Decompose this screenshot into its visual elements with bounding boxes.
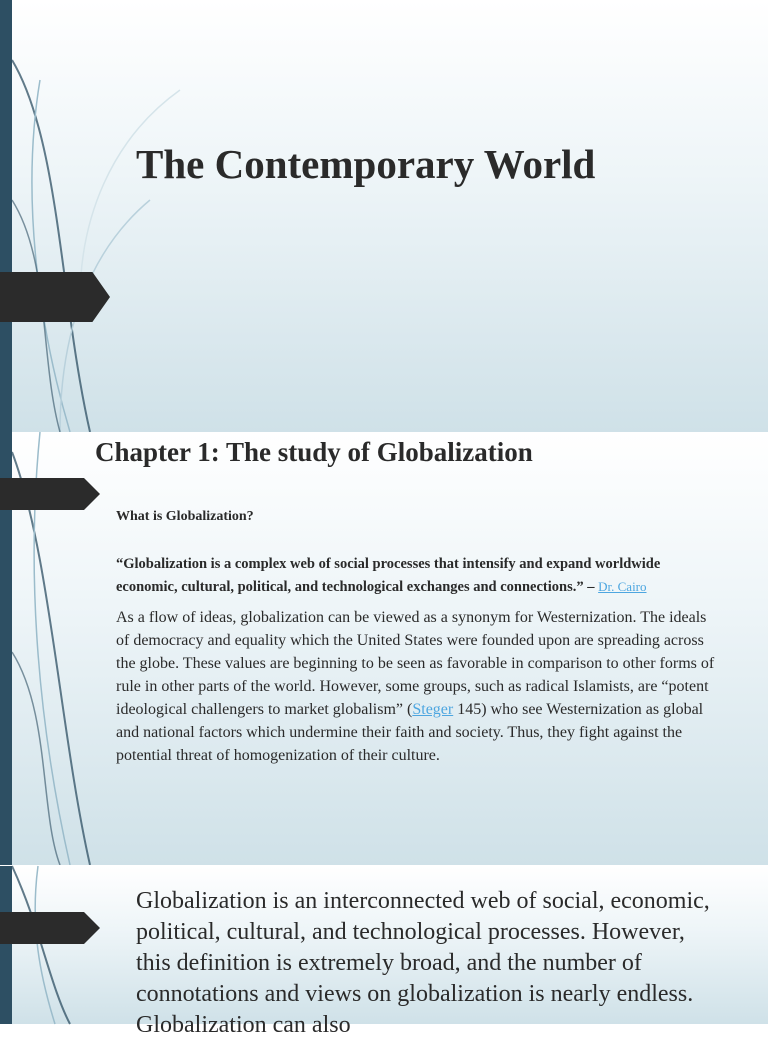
- bullet-text: Globalization is an interconnected web of social, economic, political, cultural, and technological processes. However, this definition is extremely broad, and the number of connotations and views on globalization is nearly endless. Globalization can also: [136, 888, 710, 1038]
- list-item: [116, 886, 716, 1041]
- list-item: [96, 554, 716, 598]
- bullet-list: [116, 886, 716, 1041]
- list-item: [96, 506, 716, 528]
- accent-bar: [0, 866, 12, 1024]
- citation-link-steger[interactable]: Steger: [412, 701, 454, 718]
- arrow-tab: [0, 478, 100, 510]
- title-slide: [0, 0, 768, 432]
- bullet-text: “Globalization is a complex web of social processes that intensify and expand worldwide economic, cultural, political, and technological exchanges and connections.” –: [116, 556, 661, 595]
- bullet-list: [96, 506, 716, 767]
- list-item: [96, 606, 716, 767]
- content-slide: [0, 432, 768, 865]
- citation-link-dr-cairo[interactable]: Dr. Cairo: [598, 578, 647, 594]
- arrow-tab: [0, 272, 110, 322]
- bullet-text: What is Globalization?: [116, 509, 254, 524]
- slide-title: The Contemporary World: [136, 141, 596, 187]
- arrow-tab: [0, 912, 100, 944]
- bullet-text: As a flow of ideas, globalization can be viewed as a synonym for Westernization. The ideals of democracy and equality which the United States were founded upon are spreading across the globe. These values are beginning to be seen as favorable in comparison to other forms of rule in other parts of the world. However, some groups, such as radical Islamists, are “potent ideological challengers to market globalism” (: [116, 609, 715, 718]
- slide-title: Chapter 1: The study of Globalization: [95, 437, 533, 467]
- decorative-curves: [0, 0, 768, 432]
- accent-bar: [0, 0, 12, 432]
- bullet-text: 145) who see Westernization as global and national factors which undermine their faith and society. Thus, they fight against the potential threat of homogenization of their culture.: [116, 701, 704, 764]
- content-slide: [0, 866, 768, 1038]
